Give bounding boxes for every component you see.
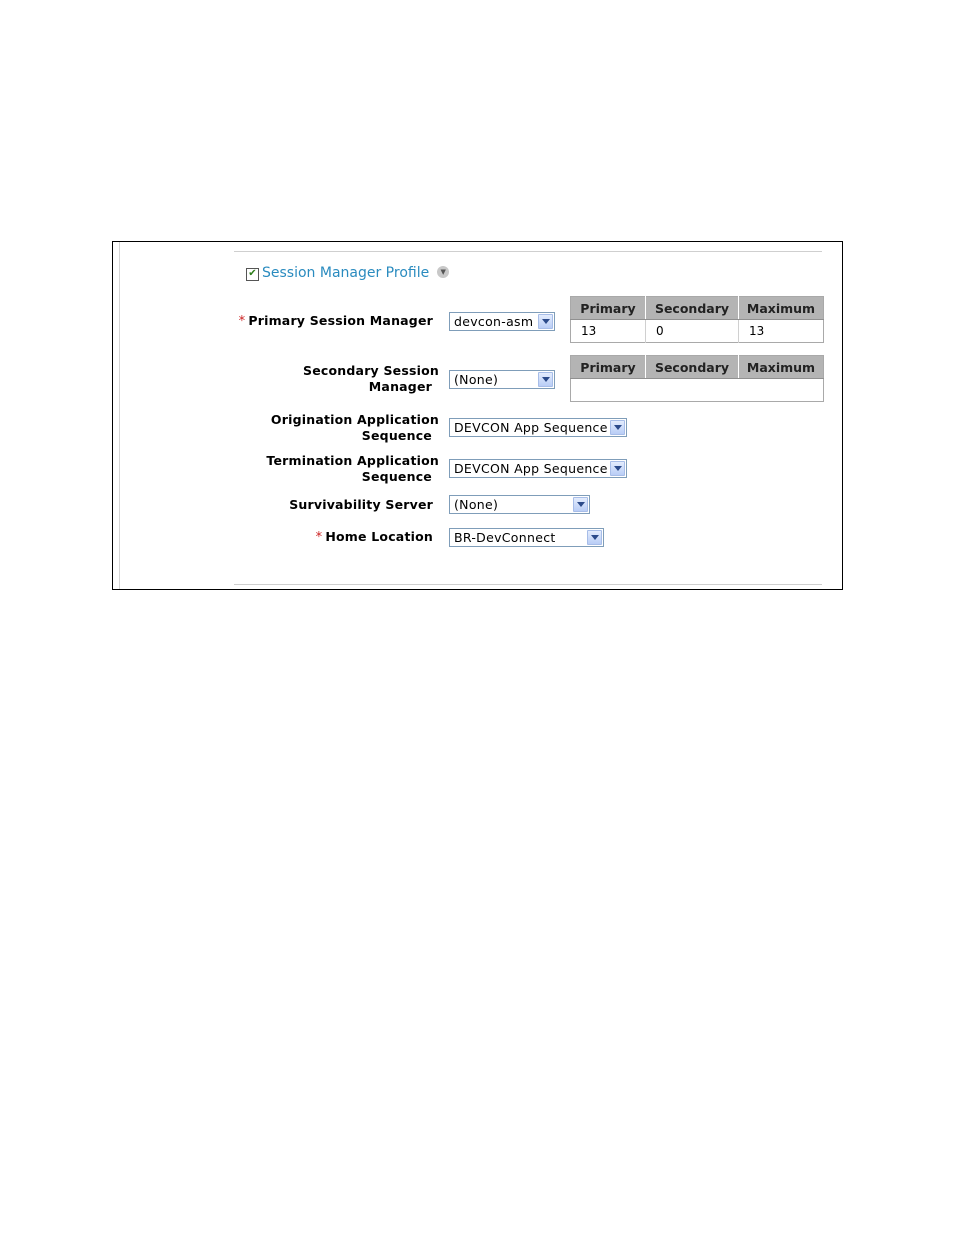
- stats-cell-maximum: 13: [749, 324, 765, 338]
- chevron-down-icon[interactable]: [587, 530, 602, 545]
- origination-app-seq-select[interactable]: [449, 418, 627, 437]
- table-row: [571, 379, 824, 402]
- label-text: Home Location: [325, 529, 433, 544]
- chevron-down-icon[interactable]: [610, 461, 625, 476]
- stats-header-primary: Primary: [571, 356, 646, 379]
- stats-cell-secondary: 0: [646, 320, 739, 343]
- label-line-1: Secondary Session: [303, 363, 439, 378]
- select-value: DEVCON App Sequence: [454, 420, 608, 435]
- termination-app-seq-label: [199, 453, 439, 485]
- select-value: DEVCON App Sequence: [454, 461, 608, 476]
- left-divider: [119, 242, 120, 589]
- section-header: [246, 264, 449, 282]
- chevron-down-icon[interactable]: [610, 420, 625, 435]
- chevron-down-icon[interactable]: [538, 372, 553, 387]
- required-marker: *: [315, 530, 323, 545]
- primary-stats-table: [570, 296, 824, 343]
- screenshot-frame: [112, 241, 843, 590]
- label-text: Survivability Server: [289, 497, 433, 512]
- section-title[interactable]: Session Manager Profile: [262, 265, 430, 281]
- origination-app-seq-label: [199, 412, 439, 444]
- secondary-session-manager-select[interactable]: [449, 370, 555, 389]
- primary-session-manager-label: [193, 313, 433, 330]
- secondary-stats-table: [570, 355, 824, 402]
- stats-cell-primary: 13: [571, 320, 646, 343]
- stats-header-primary: Primary: [571, 297, 646, 320]
- stats-header-secondary: Secondary: [646, 356, 739, 379]
- stats-header-secondary: Secondary: [646, 297, 739, 320]
- checkmark-icon: ✔: [248, 268, 257, 279]
- primary-session-manager-select[interactable]: [449, 312, 555, 331]
- stats-header-maximum: Maximum: [739, 297, 824, 320]
- home-location-select[interactable]: [449, 528, 604, 547]
- section-checkbox[interactable]: [246, 268, 259, 281]
- label-line-2: Sequence: [361, 428, 432, 443]
- survivability-server-label: [193, 497, 433, 513]
- section-bottom-rule: [234, 584, 822, 585]
- table-row: [571, 320, 824, 343]
- select-value: BR-DevConnect: [454, 530, 556, 545]
- chevron-down-icon[interactable]: ▼: [437, 266, 449, 278]
- chevron-down-icon[interactable]: [573, 497, 588, 512]
- select-value: (None): [454, 497, 499, 512]
- required-marker: *: [238, 314, 246, 329]
- label-line-1: Origination Application: [270, 412, 439, 427]
- secondary-session-manager-label: [199, 363, 439, 395]
- chevron-down-icon[interactable]: [538, 314, 553, 329]
- label-text: Primary Session Manager: [248, 313, 433, 328]
- label-line-2: Manager: [368, 379, 432, 394]
- select-value: (None): [454, 372, 499, 387]
- label-line-1: Termination Application: [266, 453, 439, 468]
- stats-header-maximum: Maximum: [739, 356, 824, 379]
- survivability-server-select[interactable]: [449, 495, 590, 514]
- termination-app-seq-select[interactable]: [449, 459, 627, 478]
- label-line-2: Sequence: [361, 469, 432, 484]
- home-location-label: [193, 529, 433, 546]
- section-top-rule: [234, 251, 822, 252]
- select-value: devcon-asm: [454, 314, 534, 329]
